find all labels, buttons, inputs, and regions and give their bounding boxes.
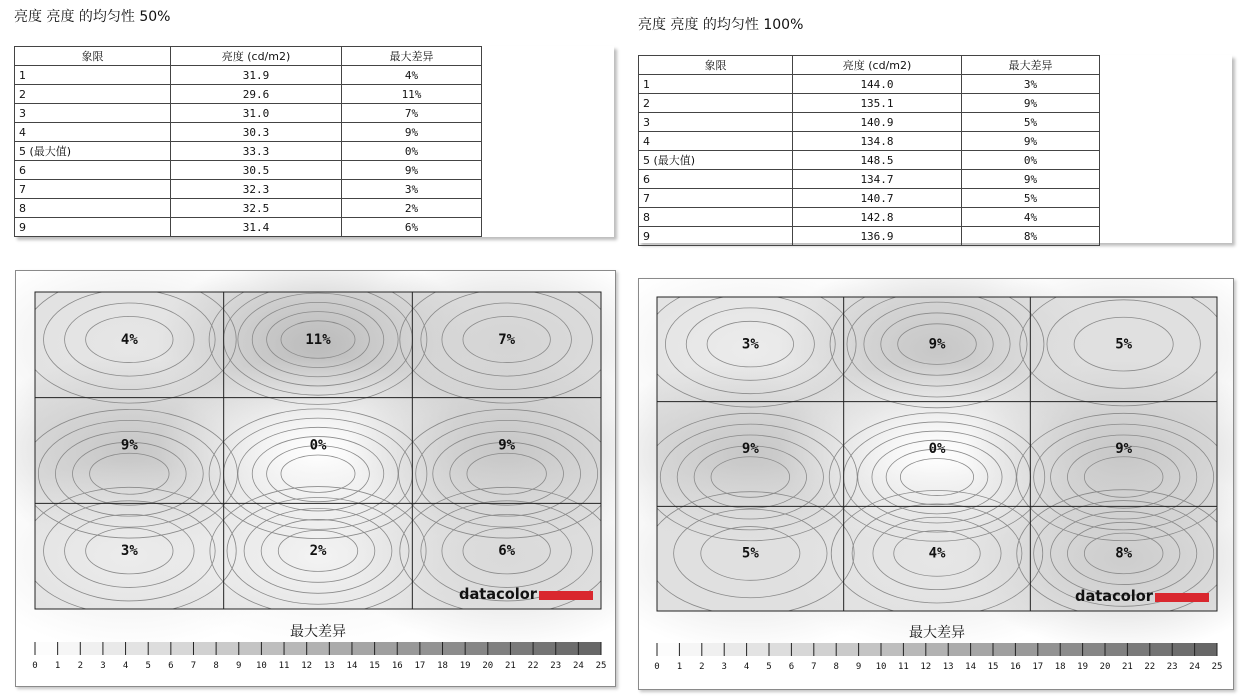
- legend-tick-label: 8: [213, 661, 219, 671]
- table-row: [15, 180, 482, 199]
- legend-swatch: [239, 642, 262, 655]
- left-uniformity-chart: [16, 271, 615, 686]
- legend-tick-label: 6: [168, 661, 174, 671]
- datacolor-logo: datacolor: [1075, 587, 1154, 605]
- legend-tick-label: 2: [77, 661, 83, 671]
- luminance-cell: 134.7: [793, 170, 962, 189]
- legend-swatch: [284, 642, 307, 655]
- luminance-cell: 134.8: [793, 132, 962, 151]
- legend-tick-label: 18: [437, 661, 448, 671]
- luminance-cell: 31.4: [171, 218, 342, 237]
- legend-tick-label: 22: [527, 661, 539, 671]
- legend-tick-label: 11: [278, 661, 290, 671]
- legend-title: 最大差异: [290, 624, 346, 640]
- legend-swatch: [148, 642, 171, 655]
- col-quadrant: 象限: [639, 56, 793, 75]
- table-row: [639, 151, 1100, 170]
- quadrant-cell: 3: [639, 113, 793, 132]
- max-diff-cell: 9%: [962, 94, 1100, 113]
- table-row: [639, 208, 1100, 227]
- legend-tick-label: 12: [920, 662, 932, 672]
- table-row: [639, 75, 1100, 94]
- luminance-cell: 140.9: [793, 113, 962, 132]
- quadrant-cell: 3: [15, 104, 171, 123]
- legend-swatch: [814, 643, 836, 656]
- legend-swatch: [510, 642, 533, 655]
- legend-tick-label: 21: [505, 661, 516, 671]
- right-table-body: [639, 75, 1100, 246]
- legend-swatch: [58, 642, 81, 655]
- cell-label: 7%: [498, 331, 516, 348]
- cell-label: 9%: [928, 336, 946, 353]
- max-diff-cell: 0%: [342, 142, 482, 161]
- table-row: [639, 113, 1100, 132]
- legend-tick-label: 15: [369, 661, 381, 671]
- legend-tick-label: 23: [1166, 662, 1178, 672]
- legend-swatch: [35, 642, 58, 655]
- cell-label: 2%: [309, 543, 327, 560]
- legend-swatch: [307, 642, 330, 655]
- left-title: 亮度 亮度 的均匀性 50%: [14, 9, 171, 25]
- legend-swatch: [903, 643, 925, 656]
- quadrant-cell: 1: [639, 75, 793, 94]
- quadrant-cell: 7: [15, 180, 171, 199]
- cell-label: 3%: [741, 336, 759, 353]
- legend-swatch: [769, 643, 791, 656]
- legend-title: 最大差异: [909, 625, 965, 641]
- legend-swatch: [465, 642, 488, 655]
- table-row: [15, 161, 482, 180]
- legend-swatch: [971, 643, 993, 656]
- legend-swatch: [1150, 643, 1172, 656]
- max-diff-cell: 4%: [962, 208, 1100, 227]
- cell-label: 4%: [120, 331, 138, 348]
- legend-tick-label: 9: [855, 662, 862, 672]
- datacolor-logo-bar: [539, 591, 593, 600]
- luminance-cell: 30.5: [171, 161, 342, 180]
- quadrant-cell: 6: [15, 161, 171, 180]
- legend-swatch: [443, 642, 466, 655]
- legend-tick-label: 10: [255, 661, 267, 671]
- left-luminance-table: [14, 46, 482, 237]
- legend-tick-label: 17: [1032, 662, 1044, 672]
- legend-tick-label: 25: [1211, 662, 1223, 672]
- luminance-cell: 31.0: [171, 104, 342, 123]
- max-diff-cell: 9%: [962, 132, 1100, 151]
- legend-tick-label: 1: [676, 662, 683, 672]
- cell-label: 9%: [1115, 441, 1133, 457]
- table-row: [639, 94, 1100, 113]
- cell-label: 11%: [305, 331, 331, 348]
- luminance-cell: 144.0: [793, 75, 962, 94]
- legend-swatch: [488, 642, 511, 655]
- legend-swatch: [375, 642, 398, 655]
- legend-swatch: [993, 643, 1015, 656]
- table-row: [15, 123, 482, 142]
- table-row: [15, 199, 482, 218]
- luminance-cell: 30.3: [171, 123, 342, 142]
- cell-label: 9%: [741, 441, 759, 457]
- legend-tick-label: 5: [145, 661, 151, 671]
- cell-label: 9%: [498, 437, 516, 454]
- legend-swatch: [80, 642, 103, 655]
- legend-tick-label: 18: [1054, 662, 1066, 672]
- legend-tick-label: 16: [391, 661, 403, 671]
- legend-tick-label: 16: [1009, 662, 1021, 672]
- luminance-cell: 31.9: [171, 66, 342, 85]
- quadrant-cell: 7: [639, 189, 793, 208]
- cell-label: 4%: [928, 545, 946, 562]
- right-uniformity-chart: [639, 279, 1233, 689]
- col-max-diff: 最大差异: [342, 47, 482, 66]
- legend-swatch: [171, 642, 194, 655]
- table-row: [639, 170, 1100, 189]
- cell-label: 9%: [120, 437, 138, 454]
- right-title: 亮度 亮度 的均匀性 100%: [638, 17, 804, 33]
- luminance-cell: 148.5: [793, 151, 962, 170]
- legend-tick-label: 25: [595, 661, 607, 671]
- legend-swatch: [1172, 643, 1194, 656]
- quadrant-cell: 9: [639, 227, 793, 246]
- quadrant-cell: 9: [15, 218, 171, 237]
- legend-tick-label: 4: [743, 662, 750, 672]
- legend-tick-label: 1: [54, 661, 61, 671]
- quadrant-cell: 8: [15, 199, 171, 218]
- legend-tick-label: 0: [654, 662, 660, 672]
- left-uniformity-panel: [15, 270, 616, 687]
- legend-swatch: [1105, 643, 1127, 656]
- table-row: [15, 85, 482, 104]
- legend-swatch: [881, 643, 903, 656]
- max-diff-cell: 11%: [342, 85, 482, 104]
- cell-label: 3%: [120, 543, 138, 560]
- legend-tick-label: 14: [346, 661, 358, 671]
- legend-tick-label: 2: [699, 662, 705, 672]
- max-diff-cell: 3%: [342, 180, 482, 199]
- legend-tick-label: 13: [323, 661, 335, 671]
- right-uniformity-panel: [638, 278, 1234, 690]
- luminance-cell: 32.3: [171, 180, 342, 199]
- legend-tick-label: 6: [788, 662, 795, 672]
- max-diff-cell: 2%: [342, 199, 482, 218]
- legend-tick-label: 19: [459, 661, 471, 671]
- legend-tick-label: 20: [1099, 662, 1111, 672]
- table-row: [15, 104, 482, 123]
- cell-label: 8%: [1115, 545, 1133, 562]
- legend-swatch: [103, 642, 126, 655]
- legend-tick-label: 24: [1189, 662, 1201, 672]
- max-diff-cell: 8%: [962, 227, 1100, 246]
- legend-swatch: [702, 643, 724, 656]
- legend-tick-label: 23: [550, 661, 562, 671]
- legend-tick-label: 13: [942, 662, 954, 672]
- table-row: [15, 218, 482, 237]
- max-diff-cell: 3%: [962, 75, 1100, 94]
- legend-tick-label: 22: [1144, 662, 1156, 672]
- legend-tick-label: 7: [190, 661, 197, 671]
- luminance-cell: 140.7: [793, 189, 962, 208]
- quadrant-cell: 4: [639, 132, 793, 151]
- legend-tick-label: 14: [965, 662, 977, 672]
- legend-swatch: [397, 642, 420, 655]
- legend-tick-label: 17: [414, 661, 426, 671]
- luminance-cell: 136.9: [793, 227, 962, 246]
- legend-tick-label: 4: [122, 661, 129, 671]
- quadrant-cell: 2: [639, 94, 793, 113]
- legend-swatch: [126, 642, 149, 655]
- legend-tick-label: 8: [833, 662, 839, 672]
- max-diff-cell: 4%: [342, 66, 482, 85]
- luminance-cell: 33.3: [171, 142, 342, 161]
- legend-swatch: [926, 643, 948, 656]
- legend-swatch: [578, 642, 601, 655]
- legend-tick-label: 24: [572, 661, 584, 671]
- table-row: [639, 132, 1100, 151]
- table-row: [639, 189, 1100, 208]
- legend-tick-label: 5: [766, 662, 772, 672]
- col-luminance: 亮度 (cd/m2): [171, 47, 342, 66]
- quadrant-cell: 5 (最大值): [639, 151, 793, 170]
- left-table-card: [14, 46, 614, 237]
- quadrant-cell: 1: [15, 66, 171, 85]
- legend-tick-label: 9: [236, 661, 242, 671]
- table-row: [639, 227, 1100, 246]
- luminance-cell: 135.1: [793, 94, 962, 113]
- legend-swatch: [329, 642, 352, 655]
- cell-label: 0%: [309, 437, 327, 454]
- right-luminance-table: [638, 55, 1100, 246]
- luminance-cell: 142.8: [793, 208, 962, 227]
- legend-tick-label: 7: [811, 662, 817, 672]
- legend-swatch: [1038, 643, 1060, 656]
- legend-tick-label: 15: [987, 662, 999, 672]
- max-diff-cell: 9%: [342, 161, 482, 180]
- max-diff-cell: 9%: [342, 123, 482, 142]
- legend-tick-label: 11: [897, 662, 909, 672]
- legend-tick-label: 20: [482, 661, 494, 671]
- luminance-cell: 29.6: [171, 85, 342, 104]
- table-row: [15, 142, 482, 161]
- right-table-card: [638, 55, 1232, 243]
- legend-swatch: [859, 643, 881, 656]
- cell-label: 0%: [928, 441, 946, 457]
- legend-tick-label: 0: [32, 661, 38, 671]
- legend-tick-label: 21: [1121, 662, 1133, 672]
- legend-swatch: [193, 642, 216, 655]
- cell-label: 6%: [498, 543, 516, 560]
- cell-label: 5%: [1115, 336, 1133, 353]
- legend-swatch: [556, 642, 579, 655]
- legend-swatch: [420, 642, 443, 655]
- legend-swatch: [352, 642, 375, 655]
- max-diff-cell: 5%: [962, 189, 1100, 208]
- luminance-cell: 32.5: [171, 199, 342, 218]
- legend-swatch: [791, 643, 813, 656]
- legend-swatch: [1060, 643, 1082, 656]
- legend-swatch: [657, 643, 679, 656]
- quadrant-cell: 6: [639, 170, 793, 189]
- legend-swatch: [1127, 643, 1149, 656]
- legend-tick-label: 12: [301, 661, 313, 671]
- legend-swatch: [948, 643, 970, 656]
- quadrant-cell: 4: [15, 123, 171, 142]
- legend-tick-label: 3: [100, 661, 106, 671]
- legend-tick-label: 19: [1077, 662, 1089, 672]
- max-diff-cell: 6%: [342, 218, 482, 237]
- quadrant-cell: 5 (最大值): [15, 142, 171, 161]
- cell-label: 5%: [741, 545, 759, 562]
- legend-swatch: [747, 643, 769, 656]
- datacolor-logo-bar: [1155, 593, 1209, 602]
- table-row: [15, 66, 482, 85]
- max-diff-cell: 0%: [962, 151, 1100, 170]
- legend-swatch: [261, 642, 284, 655]
- col-quadrant: 象限: [15, 47, 171, 66]
- legend-swatch: [1083, 643, 1105, 656]
- legend-swatch: [1015, 643, 1037, 656]
- legend-swatch: [836, 643, 858, 656]
- col-luminance: 亮度 (cd/m2): [793, 56, 962, 75]
- legend-tick-label: 10: [875, 662, 887, 672]
- max-diff-cell: 7%: [342, 104, 482, 123]
- legend-swatch: [216, 642, 239, 655]
- legend-swatch: [533, 642, 556, 655]
- quadrant-cell: 8: [639, 208, 793, 227]
- left-table-body: [15, 66, 482, 237]
- quadrant-cell: 2: [15, 85, 171, 104]
- legend-swatch: [1195, 643, 1217, 656]
- legend-swatch: [724, 643, 746, 656]
- legend-tick-label: 3: [721, 662, 727, 672]
- datacolor-logo: datacolor: [459, 585, 538, 603]
- legend-swatch: [679, 643, 701, 656]
- col-max-diff: 最大差异: [962, 56, 1100, 75]
- max-diff-cell: 9%: [962, 170, 1100, 189]
- max-diff-cell: 5%: [962, 113, 1100, 132]
